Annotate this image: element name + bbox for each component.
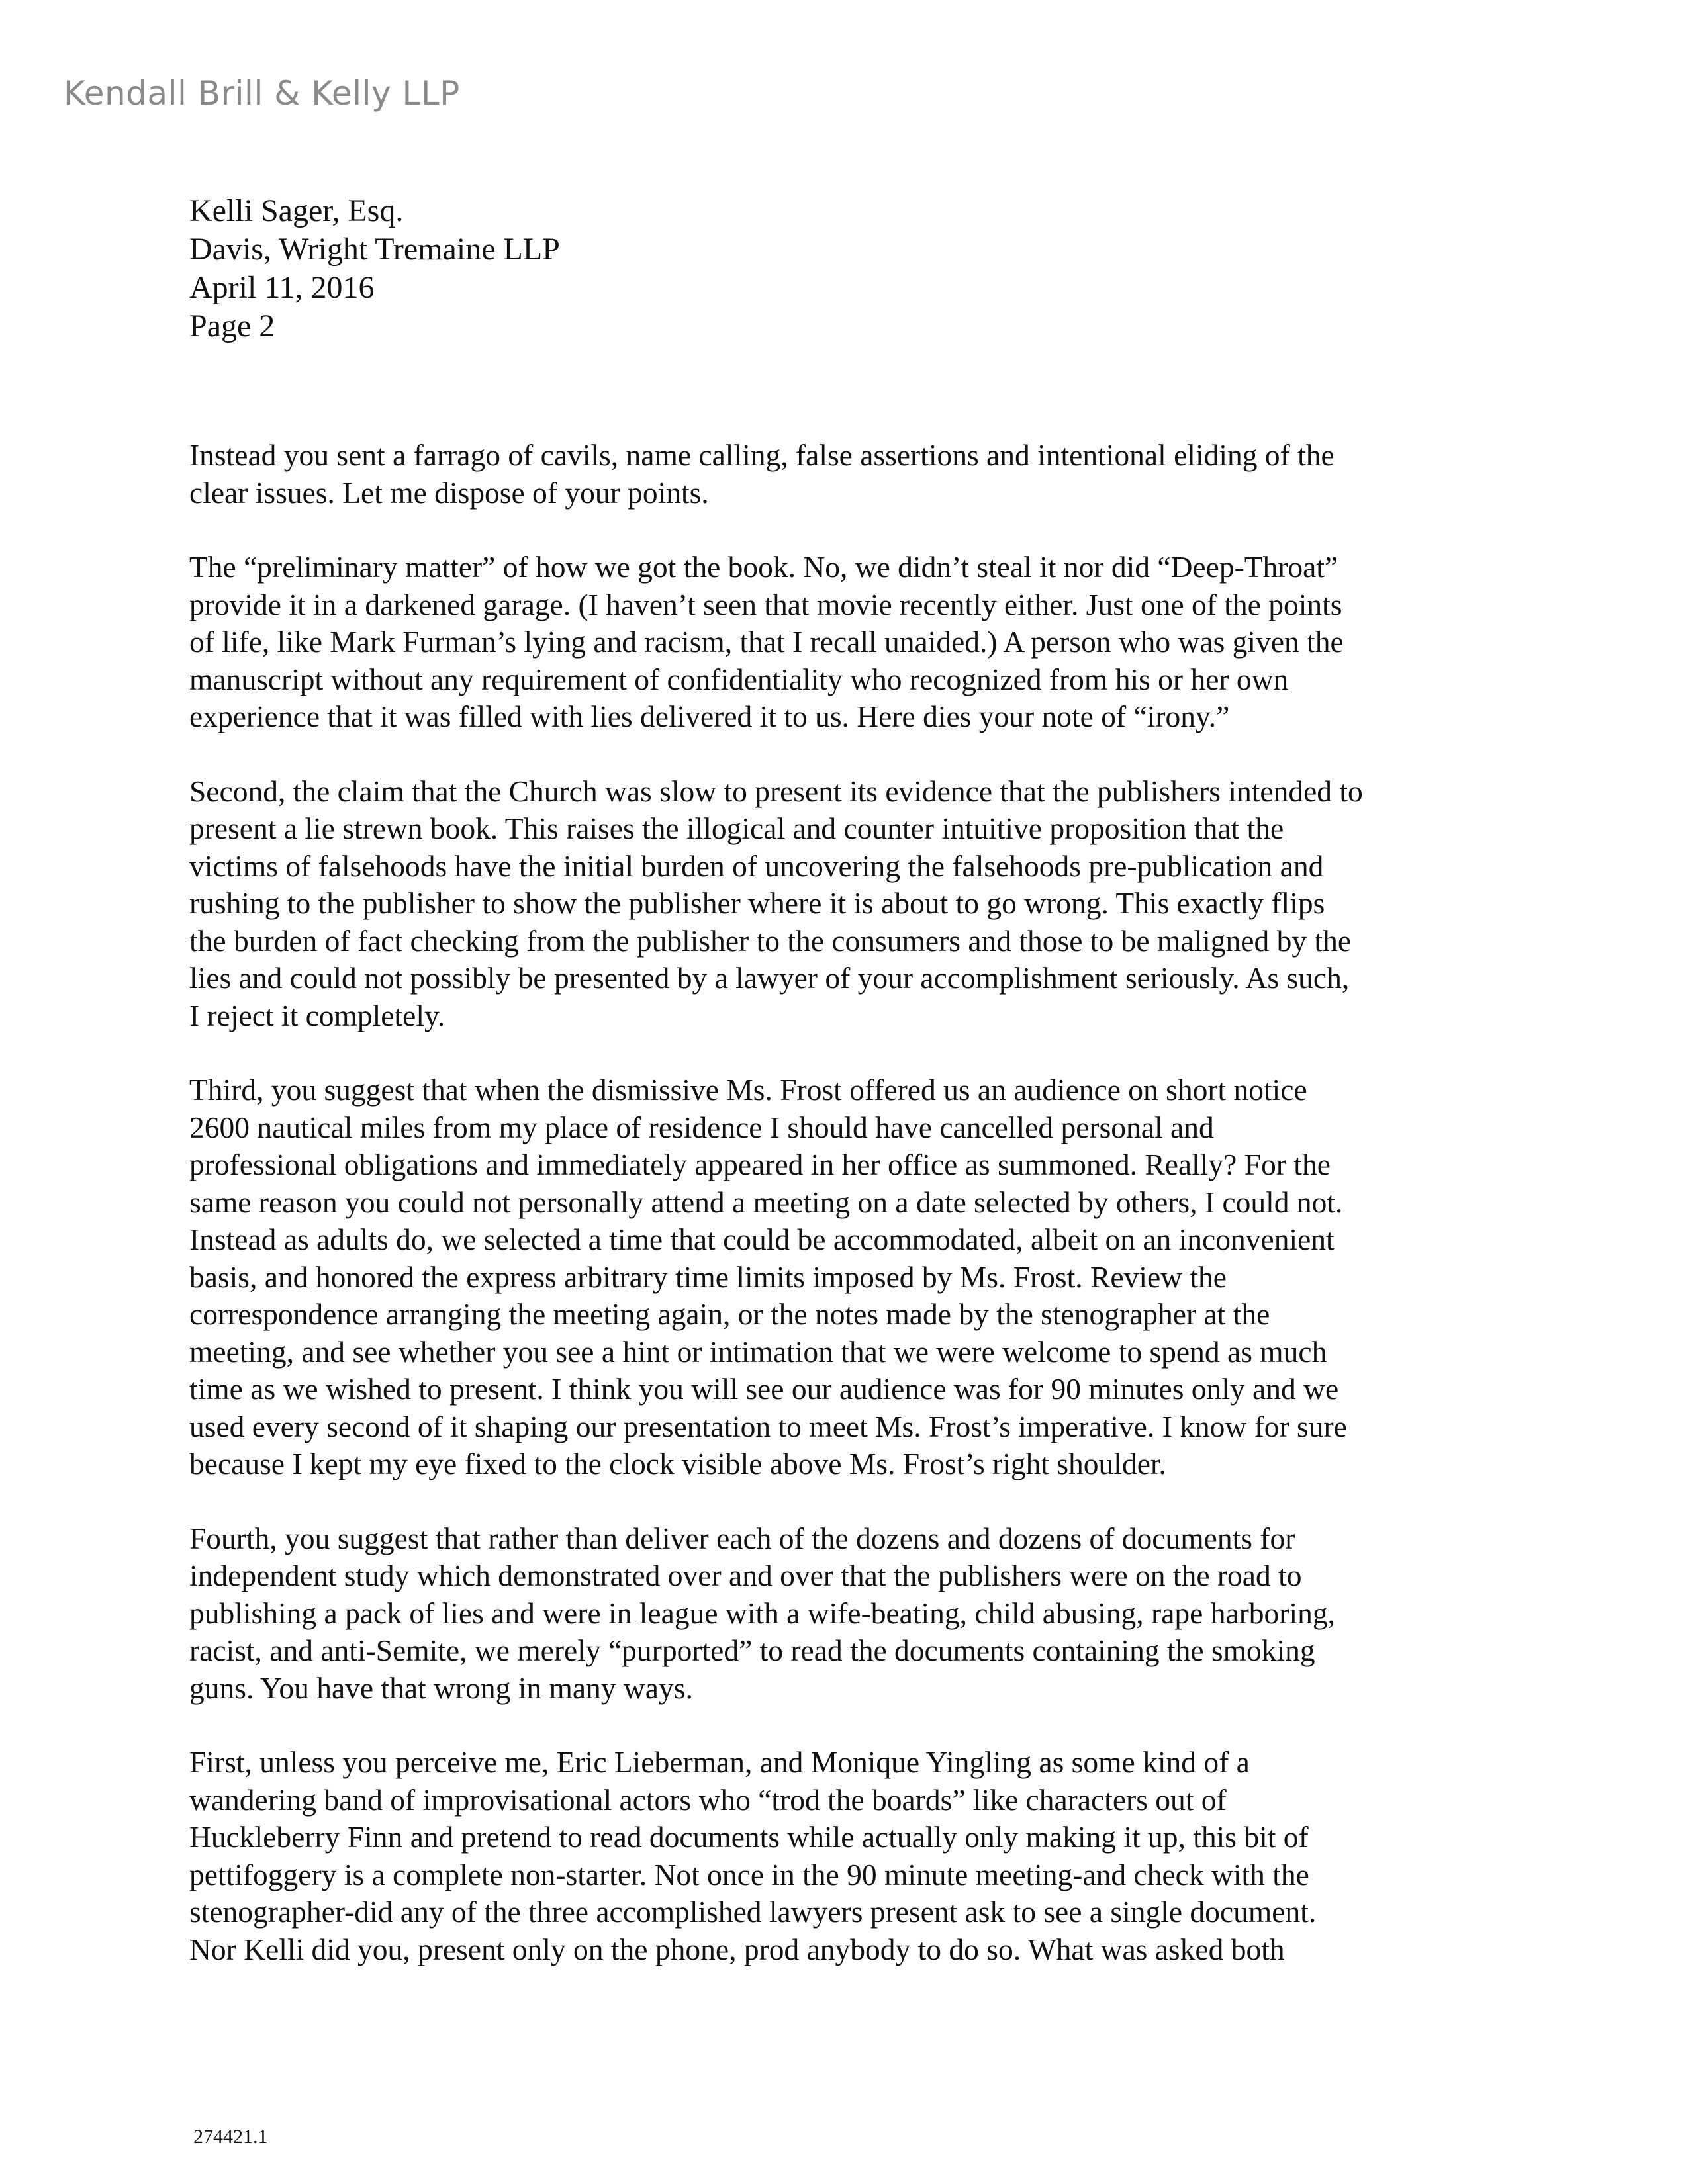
- paragraph-line: The “preliminary matter” of how we got the book. No, we didn’t steal it nor did “Deep-Throat”: [189, 550, 1338, 584]
- paragraph-line: I reject it completely.: [189, 998, 445, 1032]
- paragraph-line: First, unless you perceive me, Eric Lieberman, and Monique Yingling as some kind of a: [189, 1745, 1250, 1779]
- paragraph-line: meeting, and see whether you see a hint or intimation that we were welcome to spend as much: [189, 1334, 1327, 1369]
- paragraph-line: the burden of fact checking from the publisher to the consumers and those to be maligned by the: [189, 923, 1352, 958]
- paragraph-line: clear issues. Let me dispose of your points.: [189, 475, 709, 510]
- paragraph-line: professional obligations and immediately appeared in her office as summoned. Really? For the: [189, 1148, 1331, 1181]
- paragraph-line: rushing to the publisher to show the publisher where it is about to go wrong. This exactly flips: [189, 886, 1325, 920]
- paragraph-line: racist, and anti-Semite, we merely “purported” to read the documents containing the smoking: [189, 1633, 1315, 1667]
- document-id: 274421.1: [193, 2126, 268, 2148]
- letter-body: [189, 437, 1504, 2005]
- paragraph-line: Huckleberry Finn and pretend to read documents while actually only making it up, this bit of: [189, 1820, 1309, 1854]
- paragraph-line: independent study which demonstrated over and over that the publishers were on the road to: [189, 1559, 1302, 1592]
- recipient-block: [189, 192, 560, 345]
- paragraph-line: same reason you could not personally attend a meeting on a date selected by others, I could not.: [189, 1185, 1343, 1219]
- body-paragraph: [189, 1520, 1504, 1707]
- paragraph-line: Instead as adults do, we selected a time that could be accommodated, albeit on an inconvenient: [189, 1222, 1335, 1256]
- paragraph-line: provide it in a darkened garage. (I haven’t seen that movie recently either. Just one of the points: [189, 587, 1342, 621]
- paragraph-line: publishing a pack of lies and were in league with a wife-beating, child abusing, rape harboring,: [189, 1596, 1335, 1630]
- paragraph-line: of life, like Mark Furman’s lying and racism, that I recall unaided.) A person who was given the: [189, 625, 1344, 659]
- paragraph-line: Second, the claim that the Church was slow to present its evidence that the publishers intended to: [189, 774, 1363, 808]
- paragraph-line: manuscript without any requirement of confidentiality who recognized from his or her own: [189, 662, 1289, 696]
- paragraph-line: present a lie strewn book. This raises the illogical and counter intuitive proposition that the: [189, 811, 1284, 845]
- paragraph-line: lies and could not possibly be presented by a lawyer of your accomplishment seriously. As such,: [189, 961, 1350, 995]
- paragraph-line: victims of falsehoods have the initial burden of uncovering the falsehoods pre-publication and: [189, 848, 1324, 883]
- paragraph-line: correspondence arranging the meeting again, or the notes made by the stenographer at the: [189, 1297, 1270, 1331]
- paragraph-line: experience that it was filled with lies delivered it to us. Here dies your note of “irony.”: [189, 700, 1230, 733]
- body-paragraph: [189, 1071, 1504, 1483]
- paragraph-line: wandering band of improvisational actors who “trod the boards” like characters out of: [189, 1782, 1227, 1817]
- paragraph-line: time as we wished to present. I think you will see our audience was for 90 minutes only and we: [189, 1372, 1339, 1406]
- paragraph-line: Nor Kelli did you, present only on the phone, prod anybody to do so. What was asked both: [189, 1932, 1285, 1966]
- paragraph-line: 2600 nautical miles from my place of residence I should have cancelled personal and: [189, 1110, 1214, 1144]
- paragraph-line: basis, and honored the express arbitrary time limits imposed by Ms. Frost. Review the: [189, 1259, 1227, 1294]
- paragraph-line: because I kept my eye fixed to the clock visible above Ms. Frost’s right shoulder.: [189, 1447, 1166, 1480]
- paragraph-line: pettifoggery is a complete non-starter. Not once in the 90 minute meeting-and check with the: [189, 1857, 1309, 1891]
- recipient-name: Kelli Sager, Esq.: [189, 193, 404, 228]
- paragraph-line: stenographer-did any of the three accomplished lawyers present ask to see a single document.: [189, 1895, 1317, 1929]
- body-paragraph: [189, 549, 1504, 736]
- body-paragraph: [189, 773, 1504, 1035]
- page-number: Page 2: [189, 308, 275, 343]
- paragraph-line: Fourth, you suggest that rather than deliver each of the dozens and dozens of documents for: [189, 1521, 1295, 1555]
- letter-date: April 11, 2016: [189, 270, 375, 305]
- recipient-firm: Davis, Wright Tremaine LLP: [189, 232, 560, 267]
- body-paragraph: [189, 437, 1504, 512]
- paragraph-line: Third, you suggest that when the dismissive Ms. Frost offered us an audience on short notice: [189, 1073, 1307, 1107]
- paragraph-line: Instead you sent a farrago of cavils, name calling, false assertions and intentional eliding of the: [189, 438, 1335, 472]
- paragraph-line: guns. You have that wrong in many ways.: [189, 1670, 693, 1705]
- firm-letterhead: Kendall Brill & Kelly LLP: [64, 74, 460, 113]
- body-paragraph: [189, 1744, 1504, 1968]
- paragraph-line: used every second of it shaping our presentation to meet Ms. Frost’s imperative. I know for sure: [189, 1409, 1347, 1443]
